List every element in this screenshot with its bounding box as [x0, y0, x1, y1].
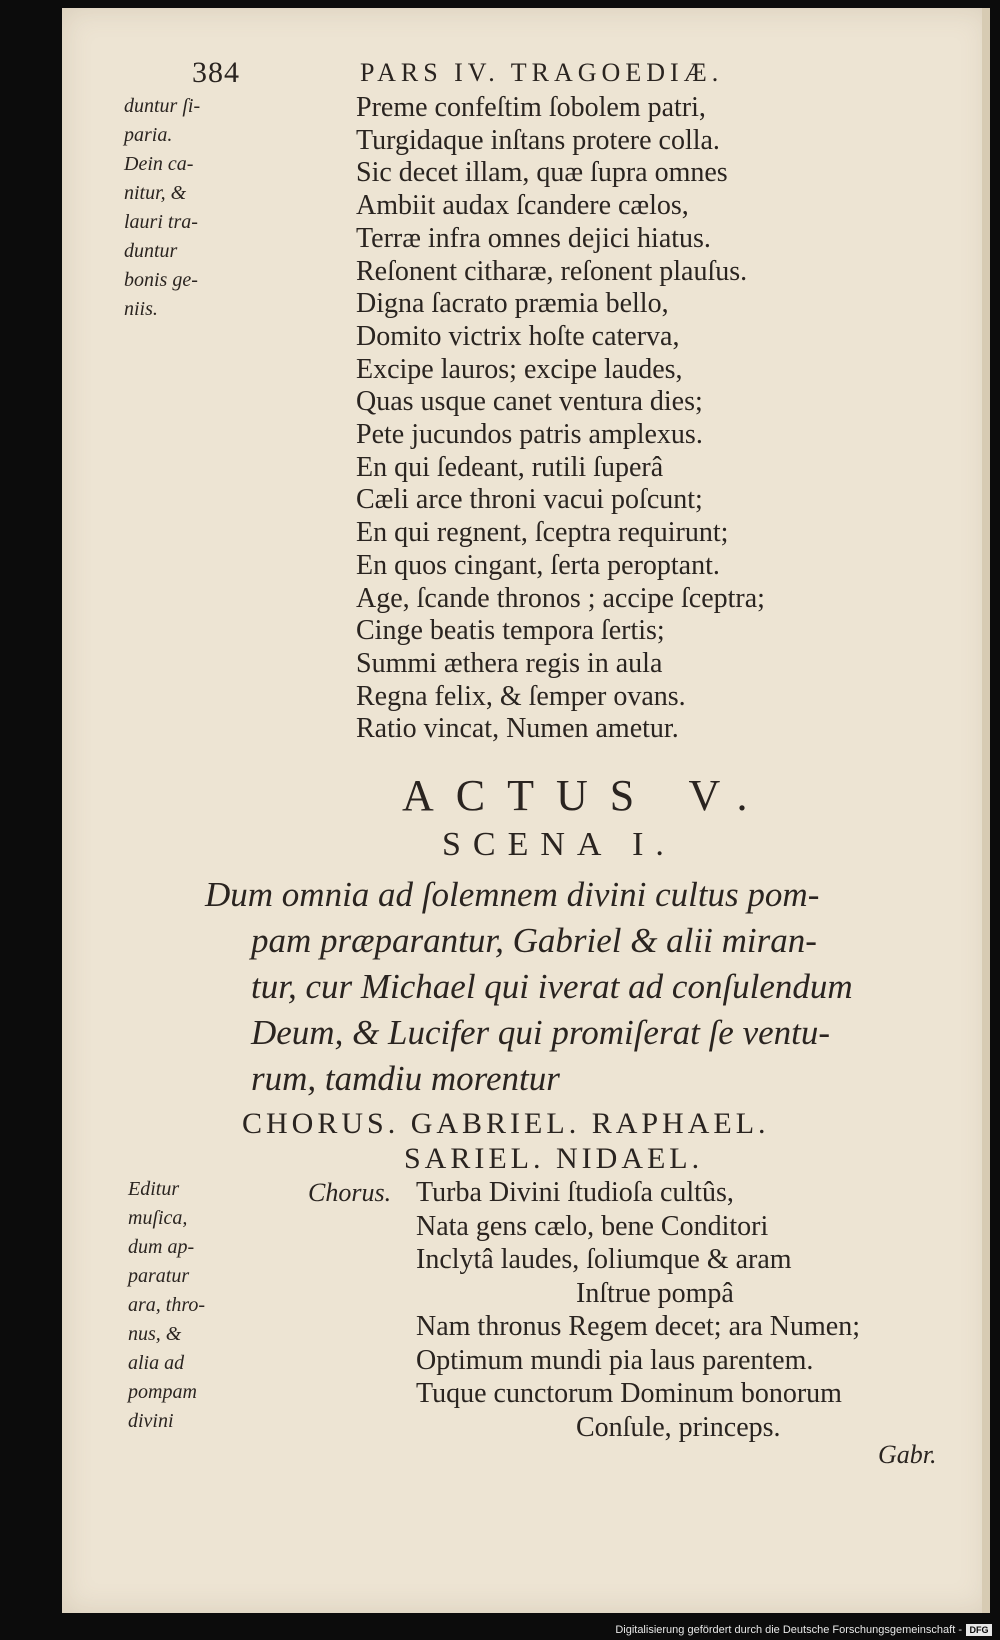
verse-line: Preme confeſtim ſobolem patri, — [356, 92, 706, 123]
margin-note-line: Editur — [128, 1178, 180, 1200]
margin-note-top — [124, 92, 244, 324]
margin-note-line: nitur, & — [124, 182, 187, 204]
page-header: PARS IV. TRAGOEDIÆ. — [360, 58, 724, 87]
verse-line: Cinge beatis tempora ſertis; — [356, 615, 665, 647]
page-edge — [982, 8, 990, 1613]
margin-note-line: divini — [128, 1410, 174, 1432]
margin-note-bottom — [128, 1175, 238, 1436]
verse-line: Excipe lauros; excipe laudes, — [356, 353, 683, 385]
chorus-line: Tuque cunctorum Dominum bonorum — [416, 1378, 842, 1409]
verse-line: Ratio vincat, Numen ametur. — [356, 713, 679, 745]
margin-note-line: duntur ſi- — [124, 95, 201, 117]
act-heading: ACTUS V. — [402, 771, 770, 820]
catchword: Gabr. — [878, 1440, 937, 1469]
verse-line: En qui ſedeant, rutili ſuperâ — [356, 451, 664, 483]
margin-note-line: duntur — [124, 240, 178, 262]
chorus-line: Inclytâ laudes, ſoliumque & aram — [416, 1244, 792, 1275]
dramatis-personae-line-2: SARIEL. NIDAEL. — [404, 1142, 704, 1175]
verse-line: Ambiit audax ſcandere cælos, — [356, 190, 689, 222]
argument-line: Deum, & Lucifer qui promiſerat ſe ventu- — [251, 1013, 831, 1052]
page-number: 384 — [192, 56, 240, 89]
verse-line: En quos cingant, ſerta peroptant. — [356, 549, 720, 581]
verse-line: Summi æthera regis in aula — [356, 647, 663, 679]
footer-bar — [0, 1618, 1000, 1640]
verse-line: Domito victrix hoſte caterva, — [356, 320, 680, 352]
verse-line: Digna ſacrato præmia bello, — [356, 288, 669, 320]
speaker-label: Chorus. — [308, 1178, 392, 1207]
verse-line: Regna felix, & ſemper ovans. — [356, 680, 686, 712]
margin-note-line: dum ap- — [128, 1236, 195, 1258]
digitization-credit: Digitalisierung gefördert durch die Deutsche Forschungsgemeinschaft - — [615, 1624, 962, 1636]
margin-note-line: paria. — [124, 124, 173, 146]
verse-line: Quas usque canet ventura dies; — [356, 386, 703, 418]
chorus-line: Conſule, princeps. — [576, 1411, 781, 1443]
margin-note-line: alia ad — [128, 1352, 185, 1374]
chorus-line: Optimum mundi pia laus parentem. — [416, 1344, 814, 1376]
verse-line: En qui regnent, ſceptra requirunt; — [356, 517, 729, 549]
verse-line: Age, ſcande thronos ; accipe ſceptra; — [356, 582, 765, 614]
argument-line: tur, cur Michael qui iverat ad conſulendum — [251, 967, 853, 1006]
margin-note-line: bonis ge- — [124, 269, 198, 291]
margin-note-line: niis. — [124, 298, 158, 320]
margin-note-line: ara, thro- — [128, 1294, 206, 1316]
scene-heading: SCENA I. — [442, 826, 676, 863]
margin-note-line: lauri tra- — [124, 211, 198, 233]
running-head — [192, 56, 972, 96]
scene-argument — [205, 872, 940, 1102]
margin-note-line: muſica, — [128, 1207, 188, 1229]
verse-line: Reſonent citharæ, reſonent plauſus. — [356, 255, 748, 287]
verse-line: Pete jucundos patris amplexus. — [356, 419, 703, 451]
margin-note-line: pompam — [128, 1381, 197, 1403]
argument-line: rum, tamdiu morentur — [251, 1059, 560, 1098]
chorus-verse-block — [416, 1176, 956, 1444]
margin-note-line: paratur — [128, 1265, 190, 1287]
verse-line: Turgidaque inſtans protere colla. — [356, 124, 720, 156]
chorus-line: Turba Divini ſtudioſa cultûs, — [416, 1177, 734, 1208]
verse-block — [356, 92, 916, 746]
verse-line: Terræ infra omnes dejici hiatus. — [356, 222, 711, 254]
margin-note-line: nus, & — [128, 1323, 182, 1345]
dramatis-personae-line-1: CHORUS. GABRIEL. RAPHAEL. — [242, 1107, 770, 1140]
argument-line: Dum omnia ad ſolemnem divini cultus pom- — [205, 875, 820, 914]
argument-line: pam præparantur, Gabriel & alii miran- — [251, 921, 817, 960]
verse-line: Sic decet illam, quæ ſupra omnes — [356, 157, 728, 189]
verse-line: Cæli arce throni vacui poſcunt; — [356, 484, 703, 516]
margin-note-line: Dein ca- — [124, 153, 194, 175]
chorus-line: Inſtrue pompâ — [576, 1277, 734, 1309]
chorus-line: Nam thronus Regem decet; ara Numen; — [416, 1311, 860, 1342]
dfg-logo: DFG — [966, 1624, 992, 1636]
chorus-line: Nata gens cælo, bene Conditori — [416, 1210, 769, 1242]
